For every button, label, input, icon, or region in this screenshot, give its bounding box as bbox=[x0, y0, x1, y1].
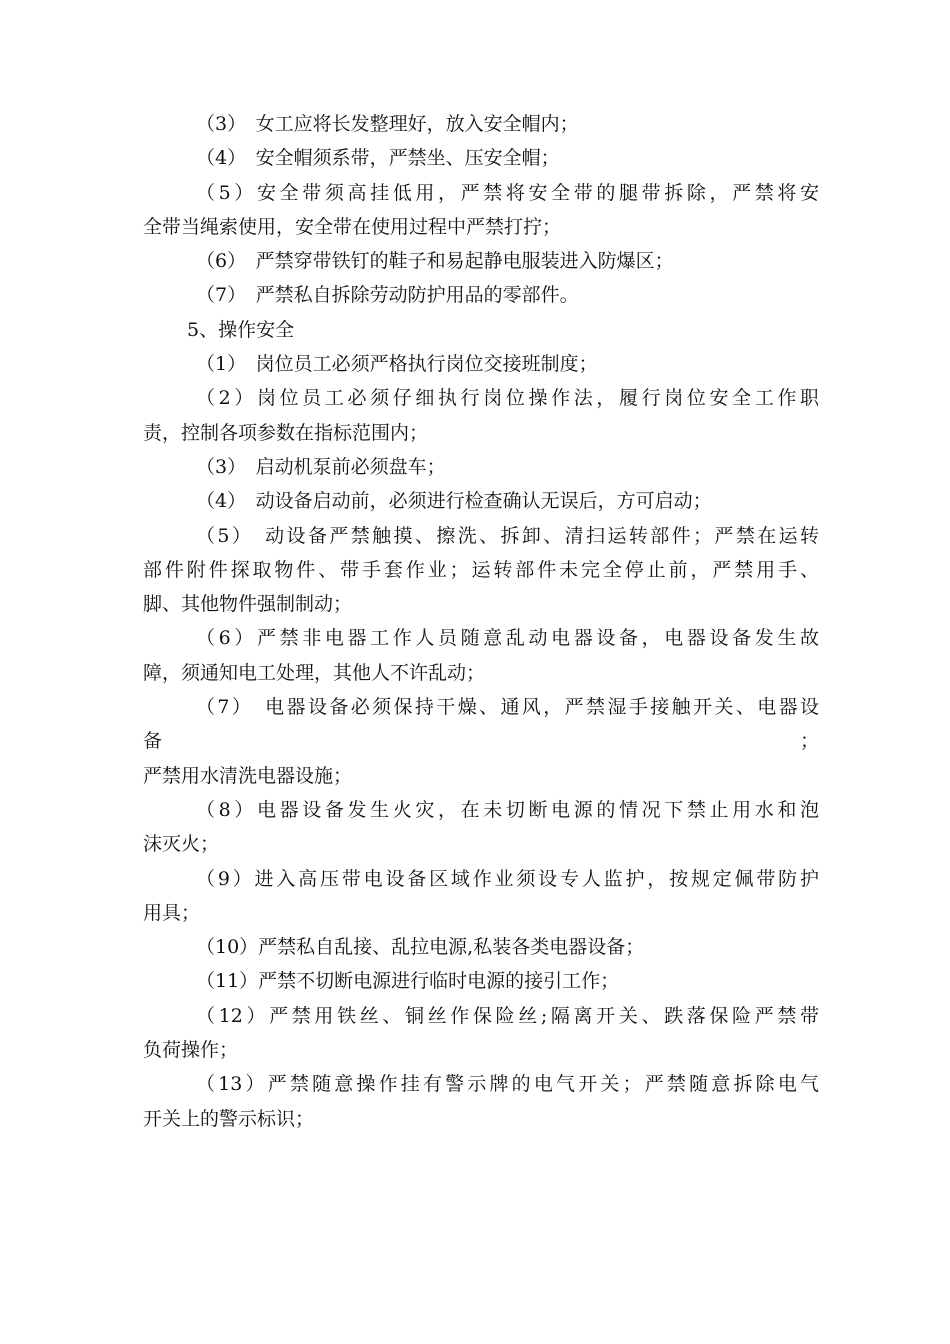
paragraph-line: （13）严禁随意操作挂有警示牌的电气开关；严禁随意拆除电气 bbox=[196, 1073, 819, 1096]
paragraph-line: （6） 严禁穿带铁钉的鞋子和易起静电服装进入防爆区； bbox=[196, 250, 674, 273]
paragraph-line: （5） 动设备严禁触摸、擦洗、拆卸、清扫运转部件；严禁在运转 bbox=[196, 524, 819, 547]
document-body bbox=[143, 107, 819, 1136]
paragraph-line: 负荷操作； bbox=[143, 1039, 239, 1062]
line-end-punctuation: ； bbox=[799, 730, 819, 753]
paragraph-line: （7） 严禁私自拆除劳动防护用品的零部件。 bbox=[196, 284, 579, 307]
paragraph-line: 开关上的警示标识； bbox=[143, 1107, 315, 1130]
section-heading: 5、操作安全 bbox=[187, 318, 295, 341]
paragraph-line: 全带当绳索使用，安全带在使用过程中严禁打拧； bbox=[143, 215, 562, 238]
paragraph-line: 沫灭火； bbox=[143, 833, 220, 856]
paragraph-line: 脚、其他物件强制制动； bbox=[143, 593, 353, 616]
paragraph-line: （8）电器设备发生火灾，在未切断电源的情况下禁止用水和泡 bbox=[196, 798, 819, 821]
paragraph-line: （10）严禁私自乱接、乱拉电源,私装各类电器设备； bbox=[196, 936, 645, 959]
paragraph-line: 严禁用水清洗电器设施； bbox=[143, 764, 353, 787]
paragraph-line: （12）严禁用铁丝、铜丝作保险丝;隔离开关、跌落保险严禁带 bbox=[196, 1004, 819, 1027]
paragraph-line: （3） 启动机泵前必须盘车； bbox=[196, 455, 446, 478]
paragraph-line: 部件附件探取物件、带手套作业；运转部件未完全停止前，严禁用手、 bbox=[143, 558, 819, 581]
paragraph-line: （3） 女工应将长发整理好，放入安全帽内； bbox=[196, 113, 579, 135]
paragraph-line: （11）严禁不切断电源进行临时电源的接引工作； bbox=[196, 970, 620, 993]
paragraph-line bbox=[143, 724, 819, 758]
paragraph-line: （4） 安全帽须系带，严禁坐、压安全帽； bbox=[196, 147, 560, 170]
paragraph-line: 障，须通知电工处理，其他人不许乱动； bbox=[143, 661, 486, 684]
paragraph-line: （4） 动设备启动前，必须进行检查确认无误后，方可启动； bbox=[196, 490, 712, 513]
paragraph-line: （9）进入高压带电设备区域作业须设专人监护，按规定佩带防护 bbox=[196, 867, 819, 890]
paragraph-line: （5）安全带须高挂低用，严禁将安全带的腿带拆除，严禁将安 bbox=[196, 181, 819, 204]
paragraph-line: 用具； bbox=[143, 901, 201, 924]
paragraph-line: 责，控制各项参数在指标范围内； bbox=[143, 421, 429, 444]
paragraph-line: （6）严禁非电器工作人员随意乱动电器设备，电器设备发生故 bbox=[196, 627, 819, 650]
paragraph-line: （7） 电器设备必须保持干燥、通风，严禁湿手接触开关、电器设 bbox=[196, 696, 819, 719]
paragraph-line: （2）岗位员工必须仔细执行岗位操作法，履行岗位安全工作职 bbox=[196, 387, 819, 410]
line-start-text: 备 bbox=[143, 730, 163, 753]
paragraph-line: （1） 岗位员工必须严格执行岗位交接班制度； bbox=[196, 353, 598, 376]
